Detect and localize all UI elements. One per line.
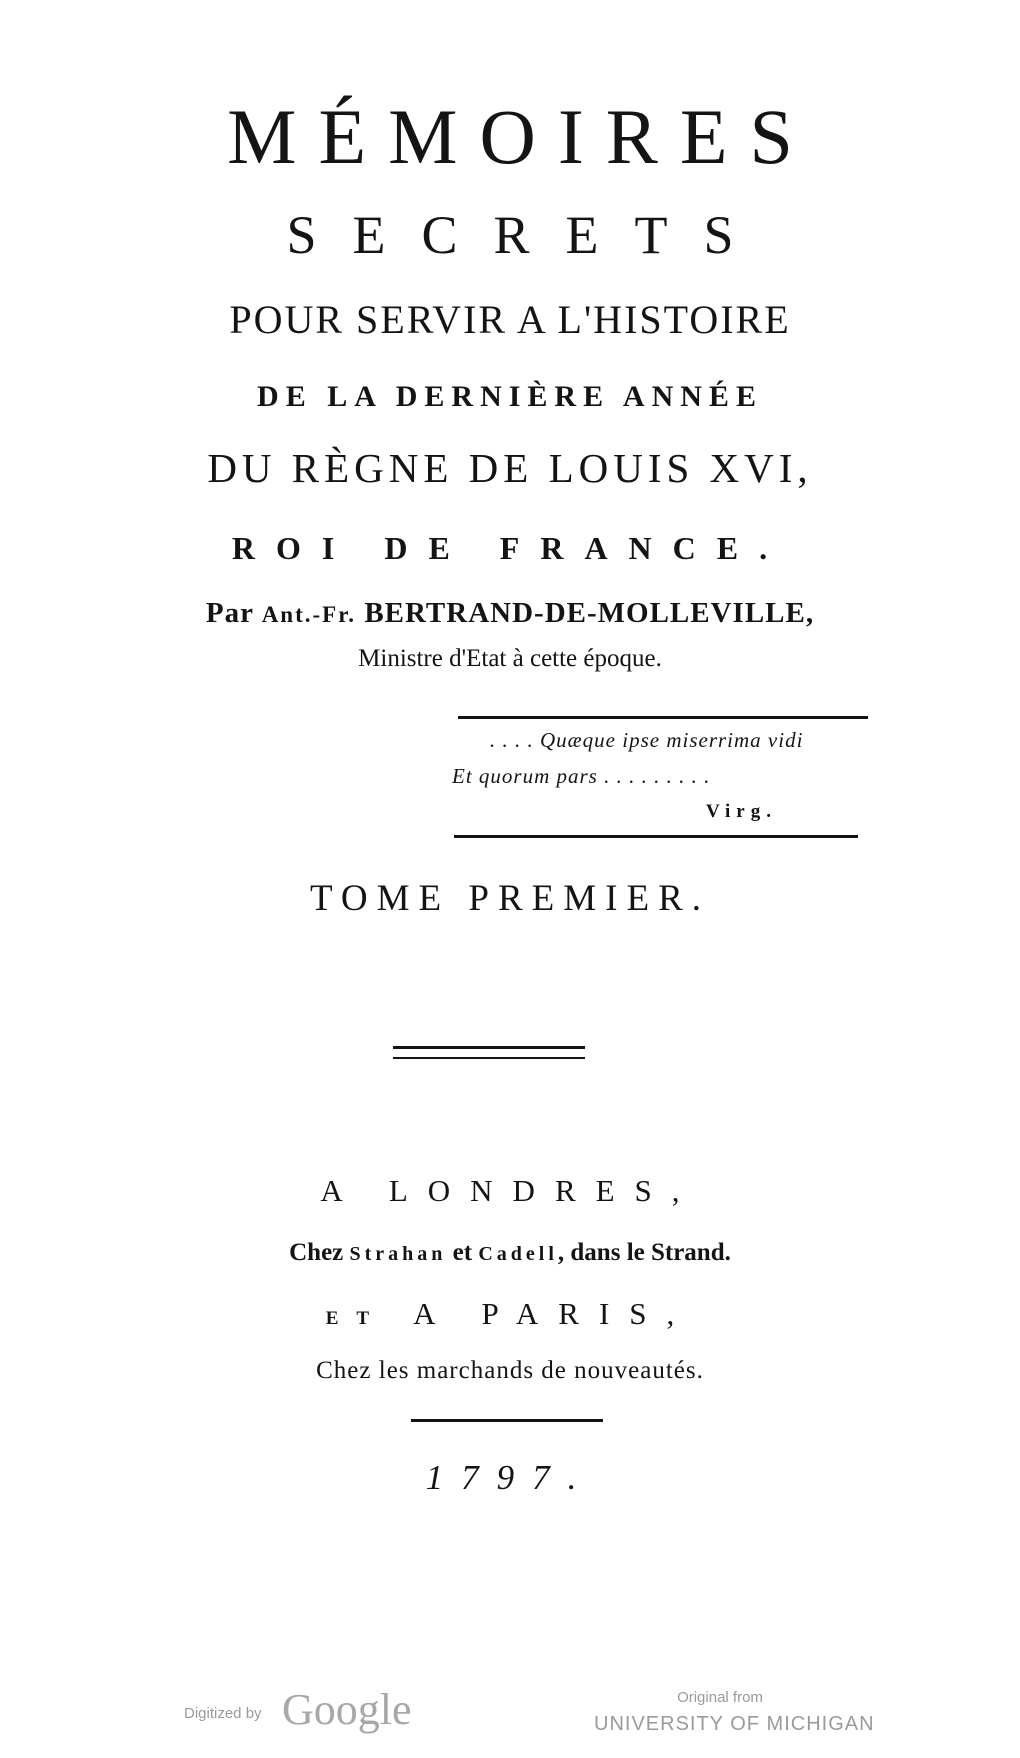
ornament-rule-upper — [393, 1046, 585, 1049]
author-prefix: Par — [205, 597, 262, 629]
imprint-city-paris — [0, 1298, 1020, 1329]
title-subtitle: SECRETS — [286, 205, 770, 265]
imprint-publisher-london — [0, 1240, 1020, 1265]
publisher-name-strahan: Strahan — [349, 1243, 447, 1265]
title-line-regne: DU RÈGNE DE LOUIS XVI, — [207, 445, 813, 491]
date-rule — [411, 1419, 603, 1422]
publication-year: 1797. — [425, 1458, 595, 1497]
epigraph-rule-bottom — [454, 835, 858, 838]
volume-label: TOME PREMIER. — [309, 878, 710, 919]
ornament-rule-lower — [393, 1057, 585, 1059]
imprint-et: ET — [325, 1308, 388, 1329]
title-line-pour-servir: POUR SERVIR A L'HISTOIRE — [229, 297, 791, 342]
original-from-label: Original from — [677, 1689, 763, 1706]
publisher-prefix: Chez — [289, 1239, 350, 1266]
imprint-city-london: A LONDRES, — [320, 1173, 700, 1208]
publisher-conjunction: et — [446, 1239, 479, 1266]
google-logo: Google — [282, 1685, 412, 1734]
publisher-name-cadell: Cadell — [478, 1243, 558, 1265]
author-initials: Ant.-Fr. — [261, 602, 357, 627]
author-line — [0, 599, 1020, 628]
title-main: MÉMOIRES — [227, 93, 815, 180]
title-line-derniere-annee: DE LA DERNIÈRE ANNÉE — [257, 380, 763, 413]
epigraph-line-2: Et quorum pars . . . . . . . . . — [452, 764, 711, 788]
epigraph-attribution: Virg. — [706, 801, 777, 822]
epigraph-rule-top — [458, 716, 868, 719]
institution-label: UNIVERSITY OF MICHIGAN — [594, 1713, 875, 1735]
author-role: Ministre d'Etat à cette époque. — [358, 645, 662, 672]
author-name: BERTRAND-DE-MOLLEVILLE, — [356, 597, 815, 629]
epigraph-line-1: . . . . Quæque ipse miserrima vidi — [490, 728, 804, 752]
title-line-roi: ROI DE FRANCE. — [231, 530, 789, 566]
imprint-publisher-paris: Chez les marchands de nouveautés. — [316, 1357, 704, 1384]
digitized-by-label: Digitized by — [184, 1705, 262, 1722]
imprint-paris: A PARIS, — [387, 1296, 695, 1331]
publisher-address: , dans le Strand. — [557, 1239, 731, 1266]
